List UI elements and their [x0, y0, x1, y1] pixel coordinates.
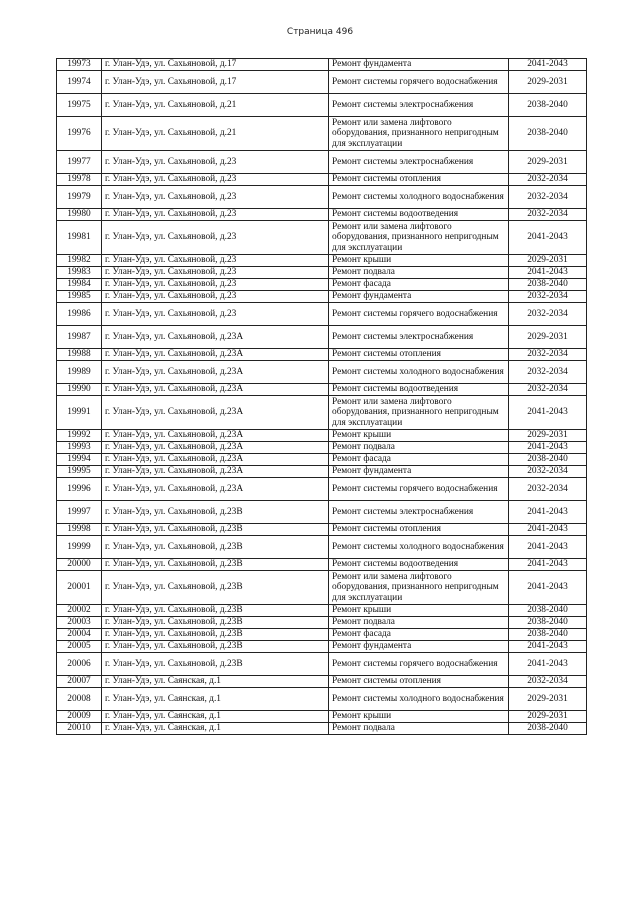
- table-row: [57, 711, 587, 723]
- period-cell: 2032-2034: [509, 466, 587, 478]
- row-number: 20003: [57, 617, 102, 629]
- work-type-cell: Ремонт или замена лифтового оборудования, признанного непригодным для эксплуатации: [329, 221, 509, 255]
- row-number: 19991: [57, 396, 102, 430]
- address-cell: г. Улан-Удэ, ул. Сахьяновой, д.23А: [102, 326, 329, 349]
- period-cell: 2032-2034: [509, 186, 587, 209]
- row-number: 19993: [57, 442, 102, 454]
- work-type-cell: Ремонт фасада: [329, 279, 509, 291]
- work-type-cell: Ремонт фасада: [329, 454, 509, 466]
- address-cell: г. Улан-Удэ, ул. Сахьяновой, д.23А: [102, 349, 329, 361]
- work-type-cell: Ремонт или замена лифтового оборудования, признанного непригодным для эксплуатации: [329, 117, 509, 151]
- period-cell: 2038-2040: [509, 94, 587, 117]
- period-cell: 2029-2031: [509, 688, 587, 711]
- period-cell: 2032-2034: [509, 174, 587, 186]
- table-row: [57, 617, 587, 629]
- row-number: 19987: [57, 326, 102, 349]
- row-number: 19998: [57, 524, 102, 536]
- table-row: [57, 629, 587, 641]
- work-type-cell: Ремонт системы водоотведения: [329, 384, 509, 396]
- address-cell: г. Улан-Удэ, ул. Сахьяновой, д.23: [102, 186, 329, 209]
- table-row: [57, 221, 587, 255]
- work-type-cell: Ремонт системы отопления: [329, 524, 509, 536]
- period-cell: 2041-2043: [509, 267, 587, 279]
- table-row: [57, 94, 587, 117]
- table-row: [57, 676, 587, 688]
- period-cell: 2032-2034: [509, 361, 587, 384]
- period-cell: 2029-2031: [509, 71, 587, 94]
- work-type-cell: Ремонт системы электроснабжения: [329, 326, 509, 349]
- row-number: 19978: [57, 174, 102, 186]
- row-number: 19974: [57, 71, 102, 94]
- work-type-cell: Ремонт фундамента: [329, 641, 509, 653]
- work-type-cell: Ремонт подвала: [329, 617, 509, 629]
- table-row: [57, 571, 587, 605]
- address-cell: г. Улан-Удэ, ул. Сахьяновой, д.23: [102, 151, 329, 174]
- address-cell: г. Улан-Удэ, ул. Сахьяновой, д.23: [102, 279, 329, 291]
- work-type-cell: Ремонт системы электроснабжения: [329, 94, 509, 117]
- row-number: 19975: [57, 94, 102, 117]
- table-row: [57, 723, 587, 735]
- row-number: 19985: [57, 291, 102, 303]
- address-cell: г. Улан-Удэ, ул. Сахьяновой, д.23: [102, 221, 329, 255]
- period-cell: 2029-2031: [509, 430, 587, 442]
- row-number: 20001: [57, 571, 102, 605]
- row-number: 19982: [57, 255, 102, 267]
- address-cell: г. Улан-Удэ, ул. Сахьяновой, д.23: [102, 174, 329, 186]
- period-cell: 2029-2031: [509, 711, 587, 723]
- period-cell: 2032-2034: [509, 291, 587, 303]
- table-row: [57, 478, 587, 501]
- table-row: [57, 255, 587, 267]
- period-cell: 2041-2043: [509, 536, 587, 559]
- work-type-cell: Ремонт фасада: [329, 629, 509, 641]
- row-number: 20007: [57, 676, 102, 688]
- table-row: [57, 524, 587, 536]
- work-type-cell: Ремонт подвала: [329, 723, 509, 735]
- period-cell: 2041-2043: [509, 524, 587, 536]
- row-number: 19981: [57, 221, 102, 255]
- table-row: [57, 384, 587, 396]
- address-cell: г. Улан-Удэ, ул. Сахьяновой, д.17: [102, 59, 329, 71]
- row-number: 20002: [57, 605, 102, 617]
- work-type-cell: Ремонт фундамента: [329, 291, 509, 303]
- row-number: 19980: [57, 209, 102, 221]
- row-number: 19988: [57, 349, 102, 361]
- period-cell: 2041-2043: [509, 641, 587, 653]
- address-cell: г. Улан-Удэ, ул. Сахьяновой, д.23: [102, 255, 329, 267]
- page-header: Страница 496: [286, 27, 354, 37]
- period-cell: 2038-2040: [509, 605, 587, 617]
- address-cell: г. Улан-Удэ, ул. Сахьяновой, д.23В: [102, 571, 329, 605]
- work-type-cell: Ремонт или замена лифтового оборудования, признанного непригодным для эксплуатации: [329, 571, 509, 605]
- table-row: [57, 349, 587, 361]
- period-cell: 2032-2034: [509, 478, 587, 501]
- row-number: 20000: [57, 559, 102, 571]
- row-number: 20010: [57, 723, 102, 735]
- address-cell: г. Улан-Удэ, ул. Саянская, д.1: [102, 723, 329, 735]
- work-type-cell: Ремонт системы горячего водоснабжения: [329, 303, 509, 326]
- row-number: 19999: [57, 536, 102, 559]
- address-cell: г. Улан-Удэ, ул. Сахьяновой, д.23В: [102, 629, 329, 641]
- address-cell: г. Улан-Удэ, ул. Саянская, д.1: [102, 676, 329, 688]
- row-number: 19976: [57, 117, 102, 151]
- period-cell: 2038-2040: [509, 454, 587, 466]
- period-cell: 2041-2043: [509, 571, 587, 605]
- address-cell: г. Улан-Удэ, ул. Сахьяновой, д.23А: [102, 466, 329, 478]
- table-row: [57, 303, 587, 326]
- period-cell: 2041-2043: [509, 396, 587, 430]
- address-cell: г. Улан-Удэ, ул. Сахьяновой, д.23В: [102, 559, 329, 571]
- address-cell: г. Улан-Удэ, ул. Саянская, д.1: [102, 688, 329, 711]
- table-row: [57, 536, 587, 559]
- row-number: 19986: [57, 303, 102, 326]
- period-cell: 2041-2043: [509, 59, 587, 71]
- row-number: 19997: [57, 501, 102, 524]
- row-number: 20004: [57, 629, 102, 641]
- table-row: [57, 396, 587, 430]
- address-cell: г. Улан-Удэ, ул. Сахьяновой, д.23: [102, 291, 329, 303]
- period-cell: 2032-2034: [509, 303, 587, 326]
- work-type-cell: Ремонт системы водоотведения: [329, 559, 509, 571]
- row-number: 19977: [57, 151, 102, 174]
- work-type-cell: Ремонт системы электроснабжения: [329, 151, 509, 174]
- period-cell: 2041-2043: [509, 221, 587, 255]
- period-cell: 2038-2040: [509, 279, 587, 291]
- row-number: 19973: [57, 59, 102, 71]
- table-row: [57, 361, 587, 384]
- row-number: 19996: [57, 478, 102, 501]
- address-cell: г. Улан-Удэ, ул. Сахьяновой, д.21: [102, 94, 329, 117]
- period-cell: 2029-2031: [509, 151, 587, 174]
- address-cell: г. Улан-Удэ, ул. Сахьяновой, д.23А: [102, 396, 329, 430]
- address-cell: г. Улан-Удэ, ул. Сахьяновой, д.23А: [102, 384, 329, 396]
- row-number: 19990: [57, 384, 102, 396]
- address-cell: г. Улан-Удэ, ул. Сахьяновой, д.23А: [102, 454, 329, 466]
- table-row: [57, 174, 587, 186]
- address-cell: г. Улан-Удэ, ул. Саянская, д.1: [102, 711, 329, 723]
- table-row: [57, 442, 587, 454]
- table-row: [57, 501, 587, 524]
- period-cell: 2038-2040: [509, 723, 587, 735]
- work-type-cell: Ремонт фундамента: [329, 466, 509, 478]
- table-row: [57, 209, 587, 221]
- row-number: 20006: [57, 653, 102, 676]
- row-number: 19989: [57, 361, 102, 384]
- table-row: [57, 71, 587, 94]
- table-row: [57, 653, 587, 676]
- work-type-cell: Ремонт системы горячего водоснабжения: [329, 71, 509, 94]
- work-type-cell: Ремонт крыши: [329, 711, 509, 723]
- work-type-cell: Ремонт системы холодного водоснабжения: [329, 186, 509, 209]
- work-type-cell: Ремонт крыши: [329, 430, 509, 442]
- address-cell: г. Улан-Удэ, ул. Сахьяновой, д.21: [102, 117, 329, 151]
- address-cell: г. Улан-Удэ, ул. Сахьяновой, д.23В: [102, 524, 329, 536]
- work-type-cell: Ремонт системы отопления: [329, 676, 509, 688]
- address-cell: г. Улан-Удэ, ул. Сахьяновой, д.23: [102, 303, 329, 326]
- table-row: [57, 267, 587, 279]
- period-cell: 2041-2043: [509, 653, 587, 676]
- work-type-cell: Ремонт системы водоотведения: [329, 209, 509, 221]
- row-number: 19992: [57, 430, 102, 442]
- table-row: [57, 641, 587, 653]
- table-row: [57, 151, 587, 174]
- period-cell: 2041-2043: [509, 559, 587, 571]
- period-cell: 2029-2031: [509, 255, 587, 267]
- work-type-cell: Ремонт системы горячего водоснабжения: [329, 478, 509, 501]
- address-cell: г. Улан-Удэ, ул. Сахьяновой, д.23А: [102, 442, 329, 454]
- work-type-cell: Ремонт подвала: [329, 267, 509, 279]
- table-row: [57, 559, 587, 571]
- table-row: [57, 291, 587, 303]
- table-body: [57, 59, 587, 735]
- period-cell: 2038-2040: [509, 629, 587, 641]
- work-type-cell: Ремонт системы холодного водоснабжения: [329, 688, 509, 711]
- row-number: 19983: [57, 267, 102, 279]
- address-cell: г. Улан-Удэ, ул. Сахьяновой, д.23А: [102, 478, 329, 501]
- work-type-cell: Ремонт фундамента: [329, 59, 509, 71]
- work-type-cell: Ремонт или замена лифтового оборудования, признанного непригодным для эксплуатации: [329, 396, 509, 430]
- row-number: 19979: [57, 186, 102, 209]
- address-cell: г. Улан-Удэ, ул. Сахьяновой, д.23В: [102, 501, 329, 524]
- work-type-cell: Ремонт крыши: [329, 605, 509, 617]
- address-cell: г. Улан-Удэ, ул. Сахьяновой, д.23В: [102, 641, 329, 653]
- work-type-cell: Ремонт системы холодного водоснабжения: [329, 536, 509, 559]
- address-cell: г. Улан-Удэ, ул. Сахьяновой, д.23В: [102, 536, 329, 559]
- work-type-cell: Ремонт системы горячего водоснабжения: [329, 653, 509, 676]
- table-row: [57, 466, 587, 478]
- table-row: [57, 688, 587, 711]
- work-type-cell: Ремонт системы отопления: [329, 349, 509, 361]
- table-row: [57, 430, 587, 442]
- period-cell: 2038-2040: [509, 617, 587, 629]
- row-number: 19995: [57, 466, 102, 478]
- address-cell: г. Улан-Удэ, ул. Сахьяновой, д.23А: [102, 361, 329, 384]
- table-row: [57, 605, 587, 617]
- work-type-cell: Ремонт системы отопления: [329, 174, 509, 186]
- row-number: 20005: [57, 641, 102, 653]
- address-cell: г. Улан-Удэ, ул. Сахьяновой, д.17: [102, 71, 329, 94]
- period-cell: 2041-2043: [509, 501, 587, 524]
- address-cell: г. Улан-Удэ, ул. Сахьяновой, д.23: [102, 267, 329, 279]
- work-type-cell: Ремонт системы холодного водоснабжения: [329, 361, 509, 384]
- table-row: [57, 186, 587, 209]
- period-cell: 2038-2040: [509, 117, 587, 151]
- period-cell: 2032-2034: [509, 209, 587, 221]
- table-row: [57, 59, 587, 71]
- address-cell: г. Улан-Удэ, ул. Сахьяновой, д.23: [102, 209, 329, 221]
- work-type-cell: Ремонт системы электроснабжения: [329, 501, 509, 524]
- period-cell: 2032-2034: [509, 349, 587, 361]
- table-row: [57, 279, 587, 291]
- row-number: 20009: [57, 711, 102, 723]
- table-row: [57, 117, 587, 151]
- period-cell: 2041-2043: [509, 442, 587, 454]
- address-cell: г. Улан-Удэ, ул. Сахьяновой, д.23В: [102, 653, 329, 676]
- work-type-cell: Ремонт крыши: [329, 255, 509, 267]
- address-cell: г. Улан-Удэ, ул. Сахьяновой, д.23В: [102, 617, 329, 629]
- table-row: [57, 326, 587, 349]
- period-cell: 2029-2031: [509, 326, 587, 349]
- row-number: 20008: [57, 688, 102, 711]
- address-cell: г. Улан-Удэ, ул. Сахьяновой, д.23А: [102, 430, 329, 442]
- period-cell: 2032-2034: [509, 384, 587, 396]
- table-row: [57, 454, 587, 466]
- row-number: 19984: [57, 279, 102, 291]
- work-type-cell: Ремонт подвала: [329, 442, 509, 454]
- capital-repair-table: [56, 58, 587, 735]
- address-cell: г. Улан-Удэ, ул. Сахьяновой, д.23В: [102, 605, 329, 617]
- row-number: 19994: [57, 454, 102, 466]
- period-cell: 2032-2034: [509, 676, 587, 688]
